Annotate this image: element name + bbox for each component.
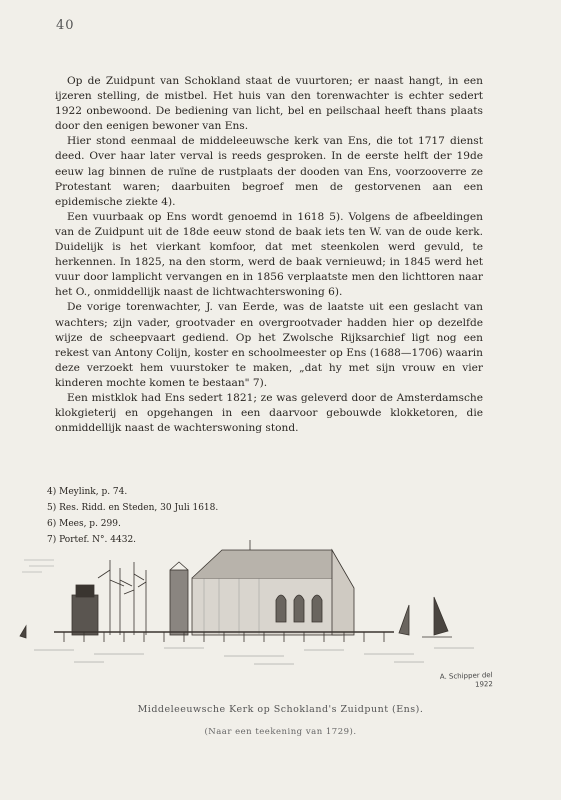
signature-year: 1922 [474,680,494,689]
paragraph-5: Een mistklok had Ens sedert 1821; ze was geleverd door de Amsterdamsche klokgieterij en opgehangen in een daarvoor gebouwde klokketoren, die onmiddellijk naast de wachterswoning stond. [55,391,483,435]
artist-signature [440,671,493,691]
footnotes [47,484,347,548]
figure-subcaption: (Naar een teekening van 1729). [204,727,357,737]
figure-caption: Middeleeuwsche Kerk op Schokland's Zuidpunt (Ens). [137,704,424,715]
footnote-4: 4) Meylink, p. 74. [47,487,128,497]
paragraph-4: De vorige torenwachter, J. van Eerde, was de laatste uit een geslacht van wachters; zijn vader, grootvader en overgrootvader hadden hier op dezelfde wijze de scheepvaart gediend. Op het Zwolsche Rijksarchief ligt nog een rekest van Antony Colijn, koster en schoolmeester op Ens (1688—1706) waarin deze verzoekt hem vuurstoker te maken, „dat hy met sijn vrouw en vier kinderen mochte komen te bestaan" 7). [55,301,483,389]
footnote-5: 5) Res. Ridd. en Steden, 30 Juli 1618. [47,503,219,513]
footnote-7: 7) Portef. N°. 4432. [47,535,137,545]
signature-name: A. Schipper del [439,671,493,681]
footnote-6: 6) Mees, p. 299. [47,519,121,529]
body-text [55,74,483,436]
paragraph-3: Een vuurbaak op Ens wordt genoemd in 1618 5). Volgens de afbeeldingen van de Zuidpunt uit de 18de eeuw stond de baak iets ten W. van de oude kerk. Duidelijk is het vierkant komfoor, dat met steenkolen werd gevuld, te herkennen. In 1825, na den storm, werd de baak vernieuwd; in 1845 werd het vuur door lamplicht vervangen en in 1856 verplaatste men den lichttoren naar het O., onmiddellijk naast de lichtwachterswoning 6). [55,210,483,299]
paragraph-1: Op de Zuidpunt van Schokland staat de vuurtoren; er naast hangt, in een ijzeren stelling, de mistbel. Het huis van den torenwachter is echter sedert 1922 onbewoond. De bediening van licht, bel en peilschaal heeft thans plaats door den eenigen bewoner van Ens. [55,75,483,133]
page-number: 40 [56,18,75,33]
paragraph-2: Hier stond eenmaal de middeleeuwsche kerk van Ens, die tot 1717 dienst deed. Over haar later verval is reeds gesproken. In de eerste helft der 19de eeuw lag binnen de ruïne de rustplaats der dooden van Ens, voorzooverre ze Protestant waren; daarbuiten begroef men de gestorvenen aan een epidemische ziekte 4). [55,135,483,208]
church-sketch-illustration [14,540,514,680]
